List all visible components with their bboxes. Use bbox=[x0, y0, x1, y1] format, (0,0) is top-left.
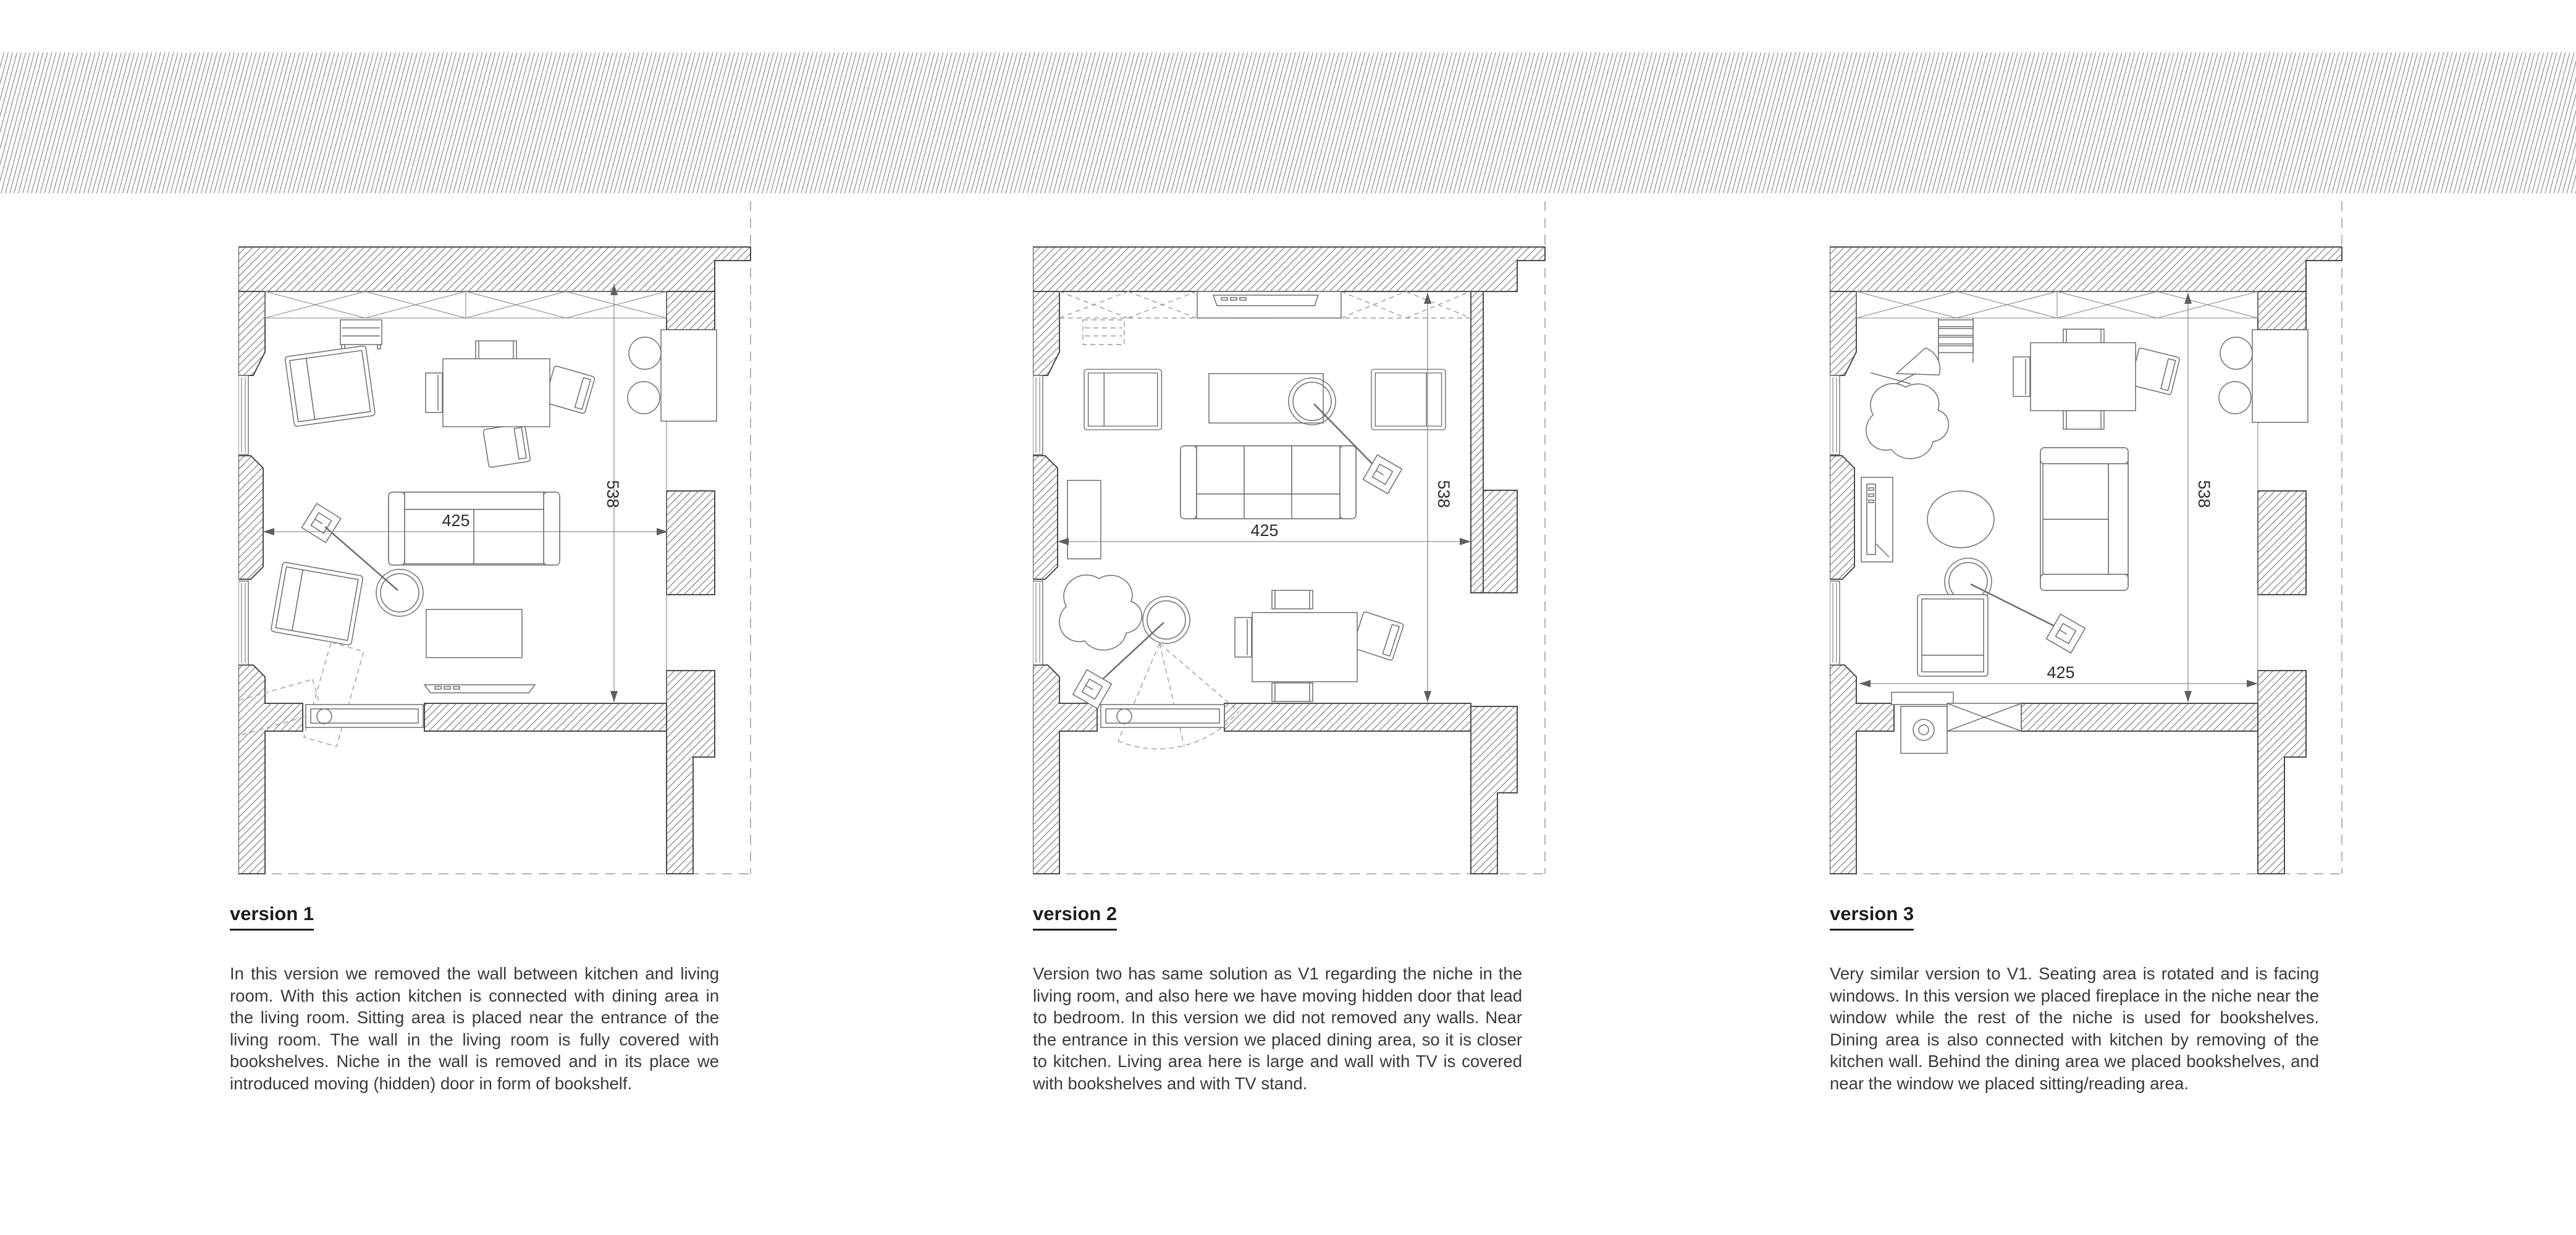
version-1-description: In this version we removed the wall between kitchen and living room. With this action kitchen is connected with dining area in the living room. Sitting area is placed near the entrance of the living room. The wall in the living room is fully covered with bookshelves. Niche in the wall is removed and in its place we introduced moving (hidden) door in form of bookshelf. bbox=[230, 964, 719, 1093]
svg-text:538: 538 bbox=[604, 480, 622, 508]
version-3-title: version 3 bbox=[1830, 903, 2319, 931]
svg-text:425: 425 bbox=[2047, 663, 2075, 682]
dimension-height bbox=[2184, 293, 2213, 702]
armchair bbox=[285, 346, 376, 427]
dimension-height bbox=[604, 284, 622, 702]
walls bbox=[1033, 247, 1545, 874]
boiler-unit bbox=[1892, 692, 1953, 753]
armchair bbox=[1371, 369, 1446, 430]
version-1-title: version 1 bbox=[230, 903, 719, 931]
ladder-shelf bbox=[1938, 318, 1973, 362]
svg-text:425: 425 bbox=[1250, 521, 1279, 540]
svg-text:425: 425 bbox=[442, 511, 470, 530]
fireplace bbox=[1861, 477, 1893, 562]
armchair bbox=[1917, 595, 1988, 676]
door-swing bbox=[1101, 643, 1239, 749]
version-1-block bbox=[230, 903, 719, 1094]
kitchen-counter bbox=[628, 330, 717, 421]
bookshelf-band bbox=[265, 291, 667, 318]
floorplan-version-2 bbox=[1033, 201, 1546, 881]
coffee-table bbox=[1209, 374, 1323, 423]
dimension-height bbox=[1424, 293, 1453, 702]
floorplan-version-3 bbox=[1830, 201, 2342, 881]
tv bbox=[424, 685, 535, 693]
hatched-header-band bbox=[0, 52, 2576, 193]
tv-shelf bbox=[1197, 291, 1341, 318]
shelf-unit bbox=[1083, 320, 1124, 345]
svg-text:538: 538 bbox=[2195, 480, 2213, 508]
dining-table bbox=[1235, 590, 1404, 701]
plant bbox=[1059, 575, 1142, 650]
kitchen-counter bbox=[2219, 330, 2308, 422]
dining-table bbox=[426, 341, 595, 467]
armchair bbox=[271, 562, 363, 645]
dimension-width bbox=[1058, 521, 1471, 545]
sofa bbox=[389, 492, 560, 565]
cabinet bbox=[1067, 480, 1101, 559]
version-2-block bbox=[1033, 903, 1522, 1094]
bookshelf-box bbox=[1947, 703, 2021, 731]
version-2-title: version 2 bbox=[1033, 903, 1522, 931]
coffee-table bbox=[426, 609, 522, 658]
dining-table bbox=[2013, 329, 2180, 429]
version-3-description: Very similar version to V1. Seating area is rotated and is facing windows. In this version we placed fireplace in the niche near the window while the rest of the niche is used for bookshelves. Dining area is also connected with kitchen by removing of the kitchen wall. Behind the dining area we placed bookshelves, and near the window we placed sitting/reading area. bbox=[1830, 964, 2319, 1093]
svg-text:538: 538 bbox=[1434, 480, 1453, 508]
round-table bbox=[1927, 491, 1994, 548]
bookshelf-band bbox=[1856, 291, 2258, 318]
sofa bbox=[1181, 446, 1356, 519]
version-3-block bbox=[1830, 903, 2319, 1094]
sofa bbox=[2040, 448, 2128, 590]
shelf-unit bbox=[340, 320, 382, 349]
floorplan-version-1 bbox=[238, 201, 751, 881]
armchair bbox=[1084, 369, 1161, 430]
plant bbox=[1866, 383, 1949, 459]
version-2-description: Version two has same solution as V1 regarding the niche in the living room, and also here we have moving hidden door that lead to bedroom. In this version we did not removed any walls. Near the entrance in this version we placed dining area, so it is closer to kitchen. Living area here is large and wall with TV is covered with bookshelves and with TV stand. bbox=[1033, 964, 1522, 1093]
